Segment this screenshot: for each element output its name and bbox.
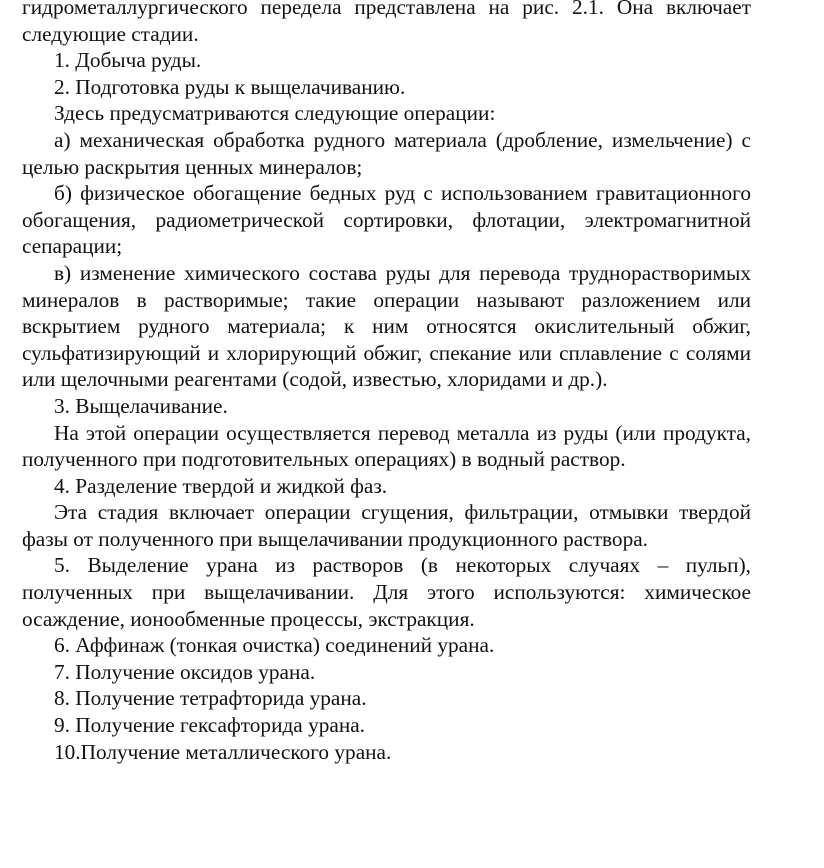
list-item-stage-5: 5. Выделение урана из растворов (в некоторых случаях – пульп), полученных при выщелачивании. Для этого используются: химическое осаждение, ионообменные процессы, экстракция. [22,553,751,631]
list-item-operation-a: а) механическая обработка рудного материала (дробление, измельчение) с целью раскрытия ценных минералов; [22,127,751,179]
list-item-operation-b: б) физическое обогащение бедных руд с использованием гравитационного обогащения, радиометрической сортировки, флотации, электромагнитной сепарации; [22,181,751,259]
list-item-stage-6: 6. Аффинаж (тонкая очистка) соединений урана. [54,633,495,658]
list-item-stage-3: 3. Выщелачивание. [54,393,228,418]
paragraph-stage-3-description: На этой операции осуществляется перевод металла из руды (или продукта, полученного при подготовительных операциях) в водный раствор. [22,420,751,472]
document-page [22,0,751,765]
list-item-stage-10: 10.Получение металлического урана. [54,739,392,764]
list-item-stage-7: 7. Получение оксидов урана. [54,659,316,684]
paragraph-stage-4-description: Эта стадия включает операции сгущения, фильтрации, отмывки твердой фазы от полученного при выщелачивании продукционного раствора. [22,500,751,551]
list-item-stage-1: 1. Добыча руды. [54,48,202,73]
list-item-stage-9: 9. Получение гексафторида урана. [54,713,365,738]
list-item-operation-v: в) изменение химического состава руды для перевода труднорастворимых минералов в растворимые; такие операции называют разложением или вскрытием рудного материала; к ним относятся окислительный обжиг, сульфатизирующий и хлорирующий обжиг, спекание или сплавление с солями или щелочными реагентами (содой, известью, хлоридами и др.). [22,260,751,392]
paragraph-intro: гидрометаллургического передела представлена на рис. 2.1. Она включает следующие стадии. [22,0,751,46]
paragraph-operations-intro: Здесь предусматриваются следующие операции: [54,101,496,126]
list-item-stage-4: 4. Разделение твердой и жидкой фаз. [54,473,388,498]
list-item-stage-2: 2. Подготовка руды к выщелачиванию. [54,74,406,99]
list-item-stage-8: 8. Получение тетрафторида урана. [54,686,367,711]
